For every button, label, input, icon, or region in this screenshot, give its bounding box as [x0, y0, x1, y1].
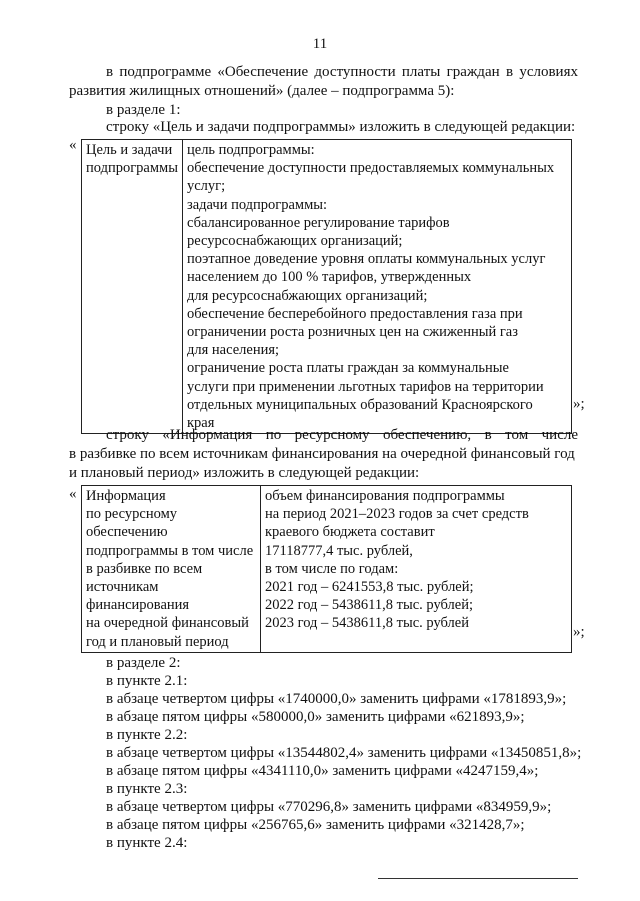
table1-close-quote: »; — [573, 396, 585, 412]
table2-left-line: обеспечению — [86, 524, 168, 541]
table1-right-line: цель подпрограммы: — [187, 142, 315, 158]
table1-open-quote: « — [69, 137, 77, 153]
table2-right-line: краевого бюджета составит — [265, 524, 435, 541]
funding-info-table — [81, 485, 572, 653]
table2-left-line: в разбивке по всем — [86, 560, 203, 577]
table2-left-line: год и плановый период — [86, 633, 229, 650]
table2-left-line: на очередной финансовый — [86, 615, 249, 632]
amendment-line: в абзаце четвертом цифры «1740000,0» заменить цифрами «1781893,9»; — [106, 691, 567, 707]
table2-left-line: Информация — [86, 488, 166, 504]
table1-right-line: края — [187, 415, 215, 432]
funding-content-cell — [261, 486, 572, 653]
table2-right-line: объем финансирования подпрограммы — [265, 488, 505, 504]
middle-line-2: в разбивке по всем источникам финансирования на очередной финансовый год — [69, 446, 575, 462]
amendment-line: в пункте 2.4: — [106, 835, 188, 851]
amendment-line: в абзаце пятом цифры «256765,6» заменить цифрами «321428,7»; — [106, 817, 525, 833]
funding-label-cell — [82, 486, 261, 653]
amendment-line: в пункте 2.3: — [106, 781, 188, 797]
table1-right-line: услуг; — [187, 178, 226, 195]
table2-open-quote: « — [69, 486, 77, 502]
intro-line-1: в подпрограмме «Обеспечение доступности платы граждан в условиях — [106, 64, 578, 80]
table2-left-line: финансирования — [86, 597, 190, 614]
table1-right-line: ресурсоснабжающих организаций; — [187, 233, 403, 250]
table1-right-line: ограничение роста платы граждан за коммунальные — [187, 360, 509, 377]
amendment-line: в абзаце пятом цифры «4341110,0» заменить цифрами «4247159,4»; — [106, 763, 539, 779]
table2-left-line: по ресурсному — [86, 506, 178, 523]
table1-right-line: сбалансированное регулирование тарифов — [187, 214, 450, 231]
amendment-line: в абзаце четвертом цифры «770296,8» заменить цифрами «834959,9»; — [106, 799, 552, 815]
amendment-line: в пункте 2.1: — [106, 673, 188, 689]
table2-right-line: 17118777,4 тыс. рублей, — [265, 542, 413, 559]
table2-left-line: источникам — [86, 579, 159, 596]
middle-line-1: строку «Информация по ресурсному обеспечению, в том числе — [106, 427, 578, 443]
table2-right-line: в том числе по годам: — [265, 560, 399, 577]
table2-right-line: на период 2021–2023 годов за счет средств — [265, 506, 529, 523]
table1-left-line: подпрограммы — [86, 160, 178, 177]
table2-close-quote: »; — [573, 624, 585, 640]
table2-right-line: 2023 год – 5438611,8 тыс. рублей — [265, 615, 469, 632]
page-number: 11 — [312, 36, 328, 52]
table2-right-line: 2021 год – 6241553,8 тыс. рублей; — [265, 579, 474, 596]
middle-line-3: и плановый период» изложить в следующей редакции: — [69, 465, 420, 481]
table1-right-line: отдельных муниципальных образований Красноярского — [187, 396, 533, 413]
footer-rule — [378, 878, 578, 879]
table1-right-line: обеспечение бесперебойного предоставления газа при — [187, 305, 523, 322]
table1-right-line: для населения; — [187, 342, 280, 359]
table1-left-line: Цель и задачи — [86, 142, 173, 158]
table1-right-line: обеспечение доступности предоставляемых коммунальных — [187, 160, 555, 177]
amendment-line: в пункте 2.2: — [106, 727, 188, 743]
table1-right-line: задачи подпрограммы: — [187, 196, 328, 213]
table2-right-line: 2022 год – 5438611,8 тыс. рублей; — [265, 597, 473, 614]
table1-right-line: услуги при применении льготных тарифов на территории — [187, 378, 544, 395]
table1-right-line: ограничении роста розничных цен на сжиженный газ — [187, 324, 518, 341]
table1-right-line: населением до 100 % тарифов, утвержденных — [187, 269, 472, 286]
intro-line-2: развития жилищных отношений» (далее – подпрограмма 5): — [69, 83, 455, 99]
intro-line-4: строку «Цель и задачи подпрограммы» изложить в следующей редакции: — [106, 119, 576, 135]
table1-right-line: для ресурсоснабжающих организаций; — [187, 287, 428, 304]
goal-tasks-table — [81, 139, 572, 434]
amendment-line: в абзаце пятом цифры «580000,0» заменить цифрами «621893,9»; — [106, 709, 525, 725]
table1-right-line: поэтапное доведение уровня оплаты коммунальных услуг — [187, 251, 546, 268]
table2-left-line: подпрограммы в том числе — [86, 542, 254, 559]
amendment-line: в разделе 2: — [106, 655, 181, 671]
amendment-line: в абзаце четвертом цифры «13544802,4» заменить цифрами «13450851,8»; — [106, 745, 582, 761]
intro-line-3: в разделе 1: — [106, 102, 181, 118]
goal-tasks-label-cell — [82, 140, 183, 434]
goal-tasks-content-cell — [183, 140, 572, 434]
